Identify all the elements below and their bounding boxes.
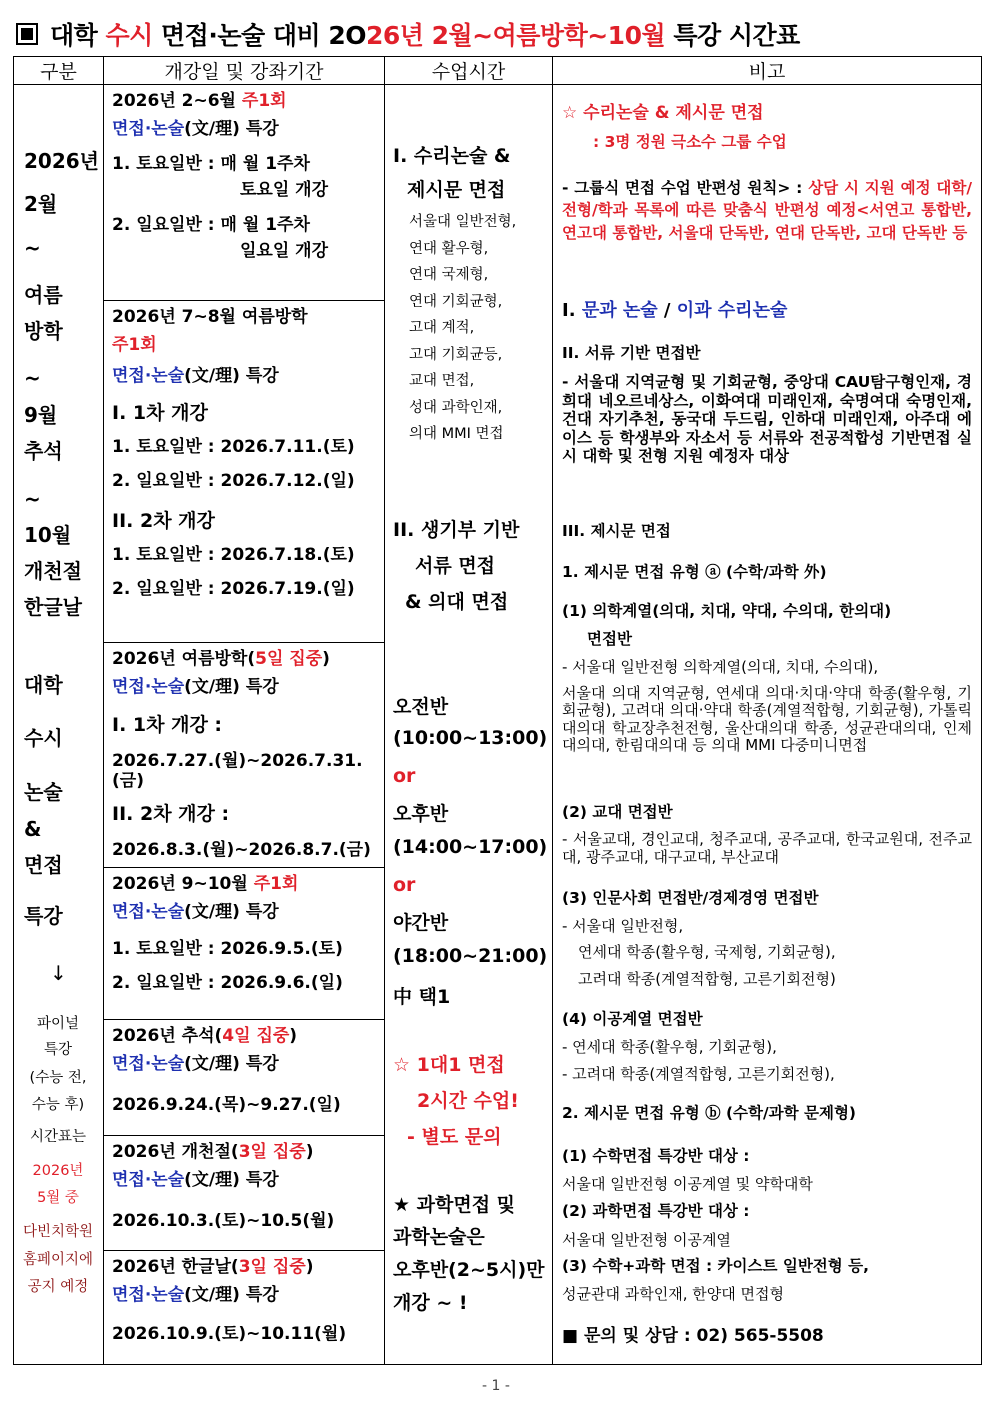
schedule-line: 2026.10.9.(토)~10.11(월) xyxy=(112,1323,347,1344)
schedule-line: 1. 토요일반 : 매 월 1주차 xyxy=(112,153,310,174)
segment-feb-jun xyxy=(104,85,384,301)
schedule-line: 일요일 개강 xyxy=(240,240,329,261)
segment-hangeulnal xyxy=(104,1251,384,1359)
session-heading: I. 1차 개강 : xyxy=(112,713,223,736)
humanities-text: - 서울대 일반전형, xyxy=(562,917,684,935)
course-name: 면접·논술 xyxy=(112,1170,185,1191)
segment-heading: 2026년 추석( xyxy=(112,1026,223,1046)
target-school: 연대 활우형, xyxy=(409,240,489,257)
class-session: 야간반 xyxy=(393,912,449,934)
class-type-heading: & 의대 면접 xyxy=(405,591,509,613)
or-label: or xyxy=(393,874,416,896)
course-suffix: (文/理) 특강 xyxy=(184,1285,279,1306)
down-arrow-icon: ↓ xyxy=(50,961,67,985)
course-name: 면접·논술 xyxy=(112,1054,185,1075)
target-school-list xyxy=(409,209,516,448)
target-school: 연대 국제형, xyxy=(409,267,489,283)
category-line: 수시 xyxy=(24,726,63,750)
segment-sep-oct xyxy=(104,868,384,1020)
segment-chuseok xyxy=(104,1020,384,1136)
time-cell xyxy=(385,85,553,1365)
engineering-text: - 고려대 학종(계열적합형, 고른기회전형), xyxy=(562,1065,835,1083)
science-note: ★ 과학면접 및 xyxy=(393,1194,516,1216)
segment-heading: ) xyxy=(289,1026,298,1046)
private-lesson-note: ☆ 1대1 면접 xyxy=(393,1054,505,1076)
intensive-badge: 3일 집중 xyxy=(238,1257,306,1277)
period-cell xyxy=(104,85,385,1365)
category-line: 개천절 xyxy=(24,559,82,583)
header-period: 개강일 및 강좌기간 xyxy=(104,57,385,85)
class-type-heading: 제시문 면접 xyxy=(407,179,506,201)
medical-text: 서울대 의대 지역균형, 연세대 의대·치대·약대 학종(활우형, 기회균형), 고려대 의대·약대 학종(계열적합형, 기회균형), 가톨릭대의대 학교장추천전형, 울산대의대 학종, 성균관대의대, 인제대의대, 한림대의대 등 의대 MMI 다중미니면접 xyxy=(562,684,972,754)
contact-info: ■ 문의 및 상담 : 02) 565-5508 xyxy=(562,1326,824,1346)
category-line: 9월 xyxy=(24,403,58,427)
category-line: 방학 xyxy=(24,319,63,343)
math-interview-text: 서울대 일반전형 이공계열 및 약학대학 xyxy=(562,1175,813,1193)
final-note-line: 수능 후) xyxy=(31,1097,85,1113)
category-line: ~ xyxy=(24,236,41,260)
section-iii-heading: III. 제시문 면접 xyxy=(562,522,671,540)
course-suffix: (文/理) 특강 xyxy=(184,119,279,140)
class-session-time: (14:00~17:00) xyxy=(393,836,548,858)
segment-heading: ) xyxy=(305,1142,314,1162)
science-note: 오후반(2~5시)만 xyxy=(393,1259,545,1281)
medical-heading: 면접반 xyxy=(587,630,632,648)
schedule-line: 2. 일요일반 : 매 월 1주차 xyxy=(112,214,310,235)
type-b-heading: 2. 제시문 면접 유형 ⓑ (수학/과학 문제형) xyxy=(562,1104,857,1122)
humanities-heading: (3) 인문사회 면접반/경제경영 면접반 xyxy=(562,889,819,907)
target-school: 고대 기회균등, xyxy=(409,346,503,363)
category-line: ~ xyxy=(24,366,41,390)
math-science-heading: (3) 수학+과학 면접 : 카이스트 일반전형 등, xyxy=(562,1257,870,1275)
schedule-line: 2. 일요일반 : 2026.9.6.(일) xyxy=(112,973,343,994)
group-rule-label: - 그룹식 면접 수업 반편성 원칙> : xyxy=(562,179,809,197)
intensive-badge: 4일 집중 xyxy=(222,1026,290,1046)
target-school: 교대 면접, xyxy=(409,373,475,389)
frequency-badge: 주1회 xyxy=(112,335,157,356)
schedule-line: 2. 일요일반 : 2026.7.19.(일) xyxy=(112,578,355,599)
notes-cell xyxy=(553,85,982,1365)
schedule-line: 1. 토요일반 : 2026.9.5.(토) xyxy=(112,938,343,959)
target-school: 의대 MMI 면접 xyxy=(409,426,504,442)
frequency-badge: 주1회 xyxy=(253,874,299,894)
group-class-note: : 3명 정원 극소수 그룹 수업 xyxy=(593,133,787,151)
category-cell xyxy=(14,85,104,1365)
final-note-line: 다빈치학원 xyxy=(22,1224,94,1240)
class-type-heading: 서류 면접 xyxy=(415,555,496,577)
course-suffix: (文/理) 특강 xyxy=(184,1054,279,1075)
segment-heading: 2026년 2~6월 xyxy=(112,91,242,111)
target-school: 고대 계적, xyxy=(409,320,475,336)
target-school: 성대 과학인재, xyxy=(409,399,503,416)
final-note-line: 시간표는 xyxy=(29,1129,87,1145)
science-interview-heading: (2) 과학면접 특강반 대상 : xyxy=(562,1202,750,1220)
schedule-line: 1. 토요일반 : 2026.7.11.(토) xyxy=(112,436,355,457)
class-session-time: (18:00~21:00) xyxy=(393,945,548,967)
choose-one-note: 中 택1 xyxy=(393,986,451,1008)
header-notes: 비고 xyxy=(553,57,982,85)
page-number: - 1 - xyxy=(482,1378,510,1394)
category-line: 2월 xyxy=(24,192,58,216)
segment-heading: 2026년 개천절( xyxy=(112,1142,239,1162)
category-line: 10월 xyxy=(24,523,72,547)
course-name: 면접·논술 xyxy=(112,365,185,386)
schedule-line: 2026.9.24.(목)~9.27.(일) xyxy=(112,1094,341,1115)
category-line: 면접 xyxy=(24,853,63,877)
final-note-line: 홈페이지에 xyxy=(22,1252,94,1268)
segment-summer-weekly xyxy=(104,301,384,643)
session-heading: I. 1차 개강 xyxy=(112,402,208,425)
frequency-badge: 주1회 xyxy=(241,91,287,111)
schedule-line: 1. 토요일반 : 2026.7.18.(토) xyxy=(112,544,355,565)
education-heading: (2) 교대 면접반 xyxy=(562,803,673,821)
session-heading: II. 2차 개강 : xyxy=(112,803,230,826)
segment-heading: ) xyxy=(305,1257,314,1277)
schedule-line: 2. 일요일반 : 2026.7.12.(일) xyxy=(112,471,355,492)
category-line: 2026년 xyxy=(24,149,99,173)
page-title xyxy=(16,16,800,52)
math-interview-heading: (1) 수학면접 특강반 대상 : xyxy=(562,1147,750,1165)
section-i-heading xyxy=(562,300,972,323)
segment-gaecheonjeol xyxy=(104,1136,384,1251)
section-ii-heading: II. 서류 기반 면접반 xyxy=(562,344,701,362)
title-highlight: 26년 2월~여름방학~10월 xyxy=(365,21,666,50)
final-note-date: 2026년 xyxy=(32,1163,84,1179)
segment-heading: ) xyxy=(322,649,330,669)
final-note-line: 공지 예정 xyxy=(27,1279,89,1295)
square-bullet-icon xyxy=(16,23,38,45)
course-suffix: (文/理) 특강 xyxy=(184,1170,279,1191)
humanities-text: 고려대 학종(계열적합형, 고른기회전형) xyxy=(578,970,836,988)
schedule-line: 2026.8.3.(월)~2026.8.7.(금) xyxy=(112,840,371,861)
class-type-heading: II. 생기부 기반 xyxy=(393,519,520,541)
engineering-text: - 연세대 학종(활우형, 기회균형), xyxy=(562,1038,777,1056)
schedule-table xyxy=(13,56,982,1365)
course-suffix: (文/理) 특강 xyxy=(184,365,279,386)
category-line: 논술 xyxy=(24,780,63,804)
class-session: 오전반 xyxy=(393,696,449,718)
group-rule-text xyxy=(562,177,972,244)
category-line: 추석 xyxy=(24,439,63,463)
schedule-line: 토요일 개강 xyxy=(240,180,329,201)
humanities-essay: 문과 논술 xyxy=(581,300,658,321)
final-note-line: 파이널 xyxy=(36,1016,80,1032)
segment-heading: 2026년 9~10월 xyxy=(112,874,254,894)
medical-text: - 서울대 일반전형 의학계열(의대, 치대, 수의대), xyxy=(562,658,879,676)
segment-heading: 2026년 여름방학( xyxy=(112,649,256,669)
title-text: 면접·논술 대비 2O xyxy=(152,21,366,50)
group-class-heading: ☆ 수리논술 & 제시문 면접 xyxy=(562,103,764,123)
segment-heading: 2026년 7~8월 여름방학 xyxy=(112,307,308,327)
separator: / xyxy=(657,300,677,321)
section-number: I. xyxy=(562,300,582,321)
section-ii-text: - 서울대 지역균형 및 기회균형, 중앙대 CAU탐구형인재, 경희대 네오르네상스, 이화여대 미래인재, 숙명여대 숙명인재, 건대 자기추천, 동국대 두드림, 인하대 미래인재, 아주대 에이스 등 학생부와 자소서 등 서류와 전공적합성 기반면접 실시 대학 및 전형 지원 예정자 대상 xyxy=(562,373,972,466)
course-name: 면접·논술 xyxy=(112,677,185,698)
category-line: 한글날 xyxy=(24,595,82,619)
category-line: ~ xyxy=(24,487,41,511)
science-note: 과학논술은 xyxy=(393,1226,485,1248)
category-line: 여름 xyxy=(24,283,63,307)
type-a-heading: 1. 제시문 면접 유형 ⓐ (수학/과학 外) xyxy=(562,563,827,581)
education-text: - 서울교대, 경인교대, 청주교대, 공주교대, 한국교원대, 전주교대, 광주교대, 대구교대, 부산교대 xyxy=(562,830,972,866)
schedule-line: 2026.7.27.(월)~2026.7.31.(금) xyxy=(112,750,363,791)
category-line: 특강 xyxy=(24,904,63,928)
final-note-date: 5월 중 xyxy=(37,1190,79,1206)
humanities-text: 연세대 학종(활우형, 국제형, 기회균형), xyxy=(578,943,836,961)
medical-heading: (1) 의학계열(의대, 치대, 약대, 수의대, 한의대) xyxy=(562,602,892,620)
header-category: 구분 xyxy=(14,57,104,85)
segment-heading: 2026년 한글날( xyxy=(112,1257,239,1277)
course-name: 면접·논술 xyxy=(112,119,185,140)
math-essay: 이과 수리논술 xyxy=(676,300,788,321)
category-line: & xyxy=(24,817,42,841)
math-science-text: 성균관대 과학인재, 한양대 면접형 xyxy=(562,1285,784,1303)
final-note-line: 특강 xyxy=(43,1042,72,1058)
segment-summer-intensive xyxy=(104,643,384,868)
title-text: 대학 xyxy=(50,21,106,50)
target-school: 연대 기회균형, xyxy=(409,293,503,310)
intensive-badge: 3일 집중 xyxy=(238,1142,306,1162)
private-lesson-note: - 별도 문의 xyxy=(407,1126,502,1148)
group-rule-detail: 상담 시 지원 예정 대학/전형/학과 목록에 따른 맞춤식 반편성 예정<서연고 통합반, 연고대 통합반, 서울대 단독반, 연대 단독반, 고대 단독반 등 xyxy=(562,179,972,242)
target-school: 서울대 일반전형, xyxy=(409,214,517,230)
title-highlight: 수시 xyxy=(105,21,153,50)
course-suffix: (文/理) 특강 xyxy=(184,902,279,923)
course-name: 면접·논술 xyxy=(112,1285,185,1306)
header-time: 수업시간 xyxy=(385,57,553,85)
class-session-time: (10:00~13:00) xyxy=(393,727,548,749)
title-text: 특강 시간표 xyxy=(665,21,800,50)
course-name: 면접·논술 xyxy=(112,902,185,923)
category-line: 대학 xyxy=(24,673,63,697)
engineering-heading: (4) 이공계열 면접반 xyxy=(562,1010,703,1028)
private-lesson-note: 2시간 수업! xyxy=(417,1090,519,1112)
schedule-line: 2026.10.3.(토)~10.5(월) xyxy=(112,1210,335,1231)
science-interview-text: 서울대 일반전형 이공계열 xyxy=(562,1231,731,1249)
class-session: 오후반 xyxy=(393,803,449,825)
class-type-heading: I. 수리논술 & xyxy=(393,145,511,167)
session-heading: II. 2차 개강 xyxy=(112,509,215,532)
intensive-badge: 5일 집중 xyxy=(255,649,323,669)
or-label: or xyxy=(393,765,416,787)
course-suffix: (文/理) 특강 xyxy=(184,677,279,698)
science-note: 개강 ~ ! xyxy=(393,1292,468,1314)
final-note-line: (수능 전, xyxy=(29,1070,87,1086)
